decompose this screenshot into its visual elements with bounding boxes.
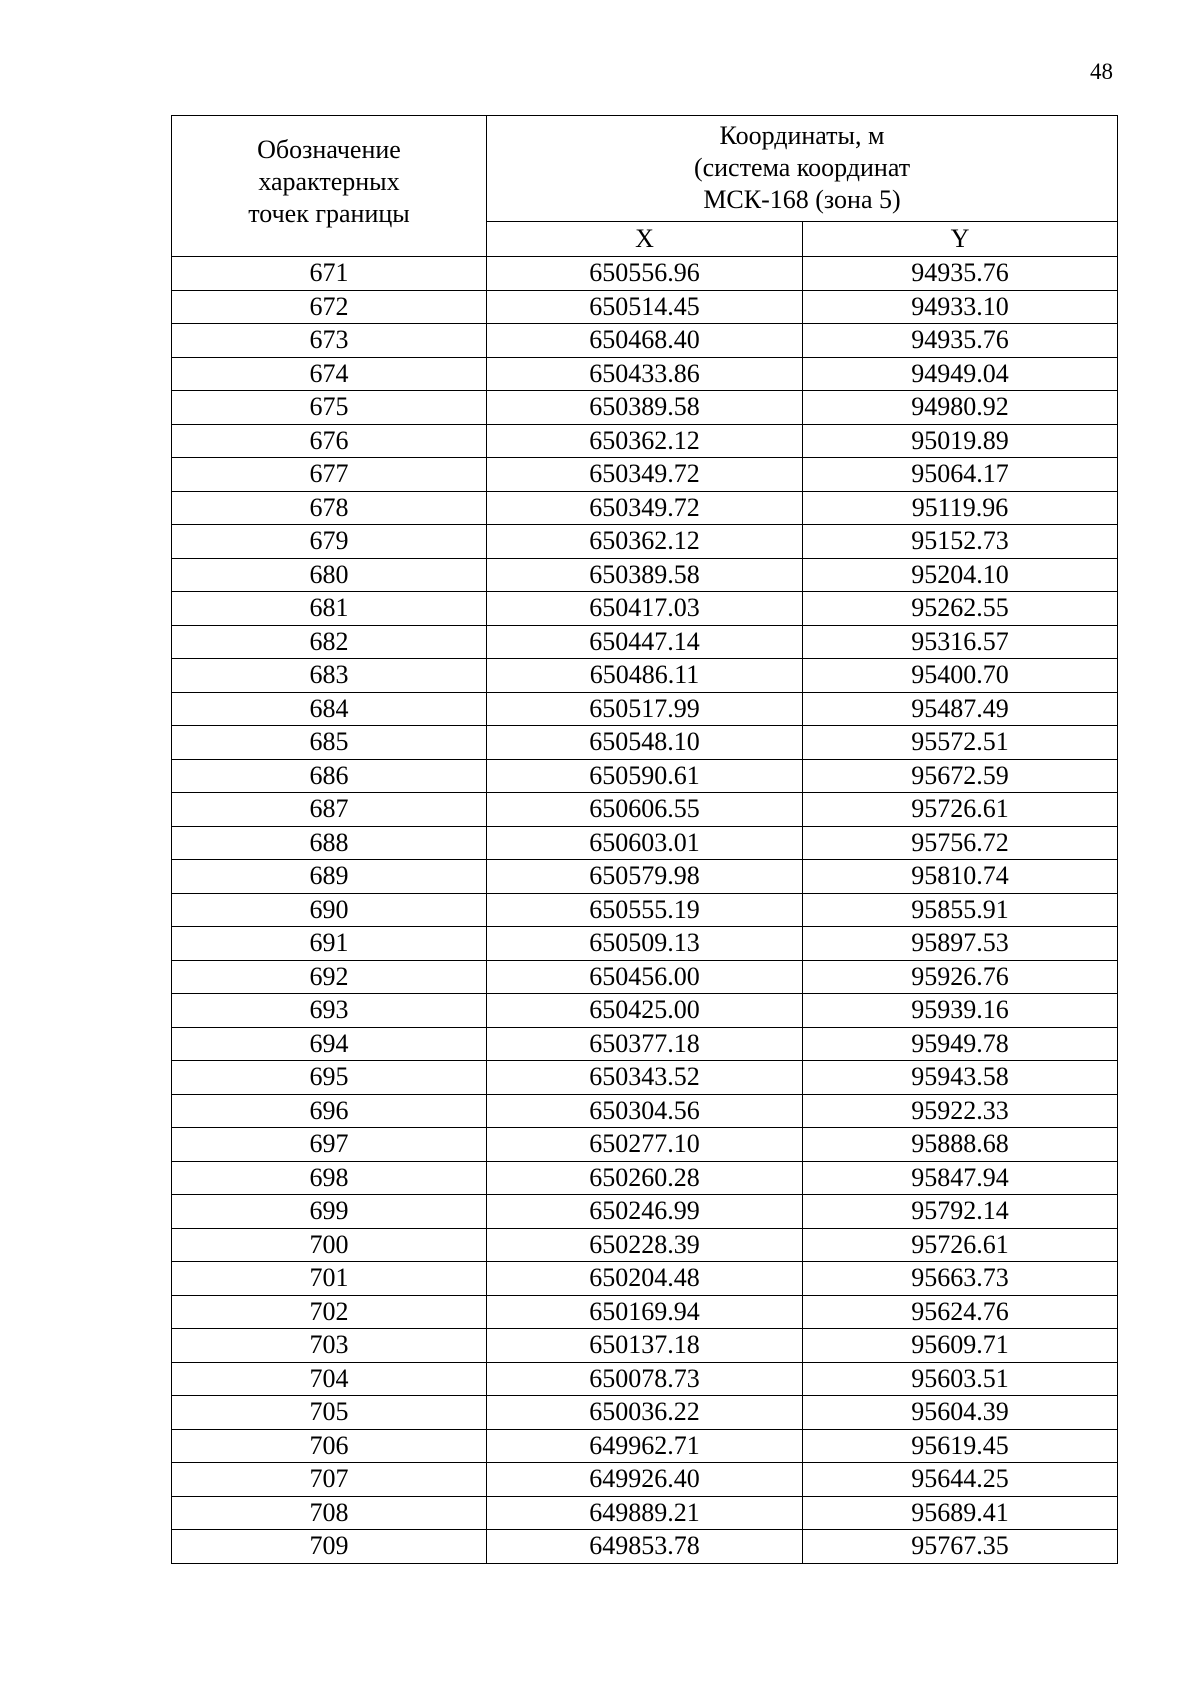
- point-cell: 671: [172, 257, 487, 291]
- x-cell: 650343.52: [487, 1061, 803, 1095]
- coordinates-table: [171, 115, 1118, 1564]
- y-cell: 95672.59: [803, 759, 1118, 793]
- point-cell: 706: [172, 1429, 487, 1463]
- point-cell: 680: [172, 558, 487, 592]
- point-cell: 681: [172, 592, 487, 626]
- point-header-line: характерных: [258, 167, 400, 196]
- y-cell: 95767.35: [803, 1530, 1118, 1564]
- y-cell: 94935.76: [803, 257, 1118, 291]
- x-cell: 650228.39: [487, 1228, 803, 1262]
- table-row: [172, 793, 1118, 827]
- x-cell: 650556.96: [487, 257, 803, 291]
- x-cell: 650468.40: [487, 324, 803, 358]
- table-header: [172, 116, 1118, 257]
- table-row: [172, 692, 1118, 726]
- x-cell: 650246.99: [487, 1195, 803, 1229]
- y-cell: 95064.17: [803, 458, 1118, 492]
- point-cell: 676: [172, 424, 487, 458]
- table-row: [172, 1061, 1118, 1095]
- point-cell: 699: [172, 1195, 487, 1229]
- y-cell: 95624.76: [803, 1295, 1118, 1329]
- table-row: [172, 625, 1118, 659]
- x-cell: 650433.86: [487, 357, 803, 391]
- table-row: [172, 1094, 1118, 1128]
- x-cell: 650362.12: [487, 424, 803, 458]
- table-row: [172, 860, 1118, 894]
- header-row: [172, 116, 1118, 222]
- point-column-header: [172, 116, 487, 257]
- table-row: [172, 893, 1118, 927]
- table-row: [172, 960, 1118, 994]
- point-cell: 686: [172, 759, 487, 793]
- x-cell: 650377.18: [487, 1027, 803, 1061]
- y-cell: 95926.76: [803, 960, 1118, 994]
- x-cell: 649926.40: [487, 1463, 803, 1497]
- x-cell: 650509.13: [487, 927, 803, 961]
- y-cell: 95943.58: [803, 1061, 1118, 1095]
- x-cell: 650260.28: [487, 1161, 803, 1195]
- point-cell: 695: [172, 1061, 487, 1095]
- table-row: [172, 290, 1118, 324]
- point-cell: 694: [172, 1027, 487, 1061]
- table-row: [172, 927, 1118, 961]
- table-row: [172, 1027, 1118, 1061]
- x-cell: 650078.73: [487, 1362, 803, 1396]
- x-cell: 649853.78: [487, 1530, 803, 1564]
- table-row: [172, 659, 1118, 693]
- table-row: [172, 1530, 1118, 1564]
- table-row: [172, 726, 1118, 760]
- x-column-header: X: [487, 221, 803, 256]
- table-row: [172, 1295, 1118, 1329]
- x-cell: 650169.94: [487, 1295, 803, 1329]
- table-row: [172, 1496, 1118, 1530]
- point-cell: 675: [172, 391, 487, 425]
- point-cell: 682: [172, 625, 487, 659]
- x-cell: 650349.72: [487, 458, 803, 492]
- point-cell: 691: [172, 927, 487, 961]
- y-cell: 95810.74: [803, 860, 1118, 894]
- table-row: [172, 1463, 1118, 1497]
- y-cell: 94935.76: [803, 324, 1118, 358]
- y-cell: 95922.33: [803, 1094, 1118, 1128]
- y-cell: 95689.41: [803, 1496, 1118, 1530]
- x-cell: 650486.11: [487, 659, 803, 693]
- point-cell: 705: [172, 1396, 487, 1430]
- point-cell: 684: [172, 692, 487, 726]
- table-row: [172, 357, 1118, 391]
- x-cell: 650579.98: [487, 860, 803, 894]
- table-row: [172, 759, 1118, 793]
- y-cell: 95939.16: [803, 994, 1118, 1028]
- y-cell: 95855.91: [803, 893, 1118, 927]
- point-cell: 688: [172, 826, 487, 860]
- point-cell: 683: [172, 659, 487, 693]
- point-cell: 677: [172, 458, 487, 492]
- point-cell: 703: [172, 1329, 487, 1363]
- point-cell: 685: [172, 726, 487, 760]
- table-row: [172, 1262, 1118, 1296]
- y-cell: 95756.72: [803, 826, 1118, 860]
- y-cell: 95019.89: [803, 424, 1118, 458]
- point-cell: 707: [172, 1463, 487, 1497]
- x-cell: 650137.18: [487, 1329, 803, 1363]
- x-cell: 649889.21: [487, 1496, 803, 1530]
- y-cell: 95897.53: [803, 927, 1118, 961]
- table-row: [172, 458, 1118, 492]
- coords-header-line: Координаты, м: [719, 121, 885, 151]
- table-row: [172, 1329, 1118, 1363]
- table-row: [172, 994, 1118, 1028]
- y-cell: 95644.25: [803, 1463, 1118, 1497]
- point-cell: 704: [172, 1362, 487, 1396]
- point-cell: 708: [172, 1496, 487, 1530]
- point-cell: 696: [172, 1094, 487, 1128]
- point-cell: 678: [172, 491, 487, 525]
- y-cell: 95572.51: [803, 726, 1118, 760]
- point-cell: 679: [172, 525, 487, 559]
- page-number: 48: [1090, 59, 1113, 84]
- x-cell: 650425.00: [487, 994, 803, 1028]
- table-row: [172, 1228, 1118, 1262]
- x-cell: 650603.01: [487, 826, 803, 860]
- table-row: [172, 1429, 1118, 1463]
- point-cell: 689: [172, 860, 487, 894]
- point-header-line: Обозначение: [257, 135, 401, 164]
- x-cell: 650036.22: [487, 1396, 803, 1430]
- y-cell: 95603.51: [803, 1362, 1118, 1396]
- point-cell: 697: [172, 1128, 487, 1162]
- y-cell: 95604.39: [803, 1396, 1118, 1430]
- point-cell: 693: [172, 994, 487, 1028]
- y-cell: 94949.04: [803, 357, 1118, 391]
- x-cell: 650362.12: [487, 525, 803, 559]
- y-cell: 95949.78: [803, 1027, 1118, 1061]
- y-cell: 95663.73: [803, 1262, 1118, 1296]
- x-cell: 650204.48: [487, 1262, 803, 1296]
- y-cell: 95726.61: [803, 1228, 1118, 1262]
- point-cell: 687: [172, 793, 487, 827]
- x-cell: 650517.99: [487, 692, 803, 726]
- point-cell: 674: [172, 357, 487, 391]
- table-row: [172, 324, 1118, 358]
- x-cell: 650555.19: [487, 893, 803, 927]
- table-body: [172, 257, 1118, 1564]
- y-cell: 95204.10: [803, 558, 1118, 592]
- y-cell: 95619.45: [803, 1429, 1118, 1463]
- x-cell: 650456.00: [487, 960, 803, 994]
- point-cell: 702: [172, 1295, 487, 1329]
- table-row: [172, 1128, 1118, 1162]
- y-cell: 95847.94: [803, 1161, 1118, 1195]
- x-cell: 650447.14: [487, 625, 803, 659]
- point-header-line: точек границы: [248, 199, 410, 228]
- point-cell: 673: [172, 324, 487, 358]
- point-cell: 698: [172, 1161, 487, 1195]
- y-cell: 95152.73: [803, 525, 1118, 559]
- y-column-header: Y: [803, 221, 1118, 256]
- y-cell: 95792.14: [803, 1195, 1118, 1229]
- y-cell: 95316.57: [803, 625, 1118, 659]
- x-cell: 650349.72: [487, 491, 803, 525]
- table-row: [172, 525, 1118, 559]
- point-cell: 709: [172, 1530, 487, 1564]
- point-cell: 690: [172, 893, 487, 927]
- coords-header-line: МСК-168 (зона 5): [703, 185, 901, 215]
- y-cell: 95119.96: [803, 491, 1118, 525]
- y-cell: 95609.71: [803, 1329, 1118, 1363]
- table-row: [172, 424, 1118, 458]
- table-row: [172, 391, 1118, 425]
- x-cell: 650606.55: [487, 793, 803, 827]
- table-row: [172, 257, 1118, 291]
- y-cell: 94933.10: [803, 290, 1118, 324]
- y-cell: 94980.92: [803, 391, 1118, 425]
- x-cell: 649962.71: [487, 1429, 803, 1463]
- y-cell: 95726.61: [803, 793, 1118, 827]
- x-cell: 650514.45: [487, 290, 803, 324]
- y-cell: 95487.49: [803, 692, 1118, 726]
- table-row: [172, 1396, 1118, 1430]
- y-cell: 95888.68: [803, 1128, 1118, 1162]
- table-row: [172, 491, 1118, 525]
- x-cell: 650548.10: [487, 726, 803, 760]
- x-cell: 650277.10: [487, 1128, 803, 1162]
- table-row: [172, 558, 1118, 592]
- x-cell: 650389.58: [487, 558, 803, 592]
- x-cell: 650590.61: [487, 759, 803, 793]
- table-row: [172, 1161, 1118, 1195]
- coordinates-group-header: [487, 116, 1118, 222]
- y-cell: 95400.70: [803, 659, 1118, 693]
- point-cell: 701: [172, 1262, 487, 1296]
- table-row: [172, 826, 1118, 860]
- x-cell: 650417.03: [487, 592, 803, 626]
- table-row: [172, 1195, 1118, 1229]
- point-cell: 672: [172, 290, 487, 324]
- table-row: [172, 1362, 1118, 1396]
- y-cell: 95262.55: [803, 592, 1118, 626]
- point-cell: 692: [172, 960, 487, 994]
- x-cell: 650389.58: [487, 391, 803, 425]
- point-cell: 700: [172, 1228, 487, 1262]
- coords-header-line: (система координат: [693, 153, 911, 183]
- table-row: [172, 592, 1118, 626]
- x-cell: 650304.56: [487, 1094, 803, 1128]
